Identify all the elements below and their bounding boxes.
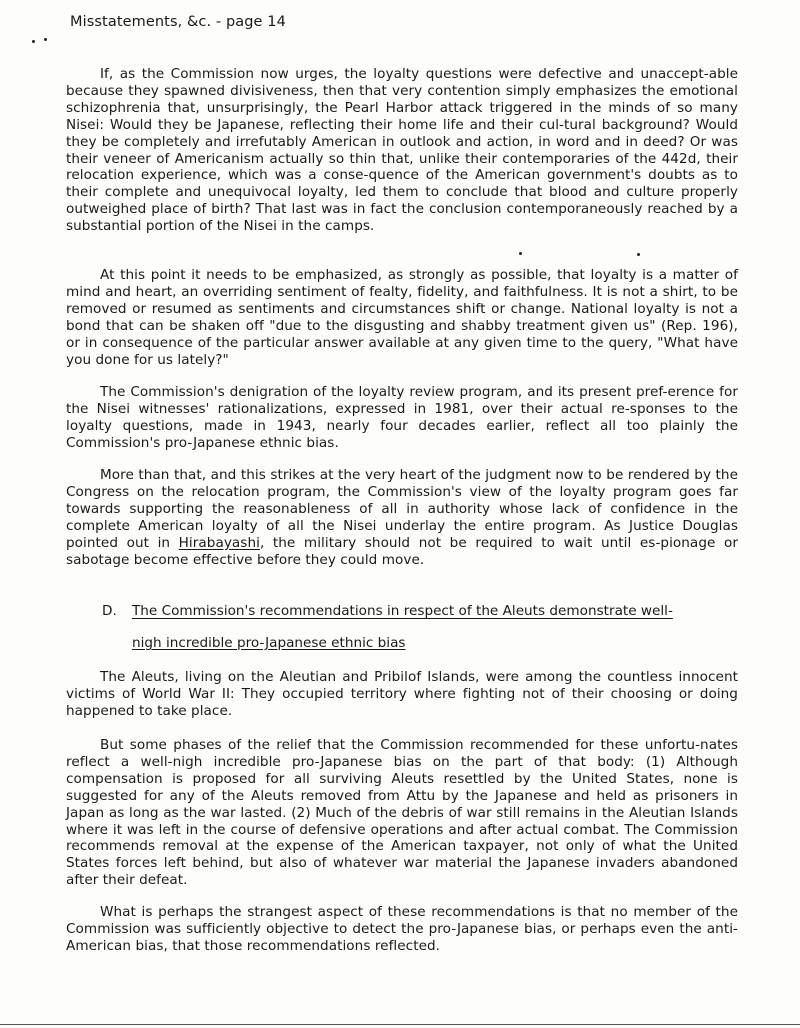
section-title-line-2: nigh incredible pro-Japanese ethnic bias <box>132 635 406 651</box>
paragraph-text: More than that, and this strikes at the very heart of the judgment now to be rendered by the Congress on the relocation program, the Commission's view of the loyalty program goes far towards supporting the reasonableness of all in authority whose lack of confidence in the complete American loyalty of all the Nisei underlay the entire program. As Justice Douglas pointed out in <box>66 467 738 551</box>
scan-speck <box>32 40 35 43</box>
scan-speck <box>637 253 640 256</box>
paragraph-aleuts-victims: The Aleuts, living on the Aleutian and Pribilof Islands, were among the countless innocent victims of World War II: They occupied territory where fighting not of their choosing or doing happened to take place. <box>66 669 738 719</box>
case-name-hirabayashi: Hirabayashi <box>178 534 260 551</box>
paragraph-strangest-aspect: What is perhaps the strangest aspect of these recommendations is that no member of the Commission was sufficiently objective to detect the pro-Japanese bias, or perhaps even the anti-American bias, that those recommendations reflected. <box>66 904 738 954</box>
paragraph-more-than-that <box>66 467 738 568</box>
paragraph-loyalty-definition: At this point it needs to be emphasized, as strongly as possible, that loyalty is a matter of mind and heart, an overriding sentiment of fealty, fidelity, and faithfulness. It is not a shirt, to be removed or resumed as sentiments and circumstances shift or change. National loyalty is not a bond that can be shaken off "due to the disgusting and shabby treatment given us" (Rep. 196), or in consequence of the particular answer available at any given time to the query, "What have you done for us lately?" <box>66 267 738 368</box>
section-title-line-1: The Commission's recommendations in respect of the Aleuts demonstrate well- <box>132 603 673 619</box>
section-letter: D. <box>102 603 117 619</box>
page-header: Misstatements, &c. - page 14 <box>70 14 286 30</box>
paragraph-relief-phases: But some phases of the relief that the Commission recommended for these unfortu-nates reflect a well-nigh incredible pro-Japanese bias on the part of that body: (1) Although compensation is proposed for all surviving Aleuts resettled by the United States, none is suggested for any of the Aleuts removed from Attu by the Japanese and held as prisoners in Japan as long as the war lasted. (2) Much of the debris of war still remains in the Aleutian Islands where it was left in the course of defensive operations and after actual combat. The Commission recommends removal at the expense of the American taxpayer, not only of what the United States forces left behind, but also of whatever war material the Japanese invaders abandoned after their defeat. <box>66 737 738 889</box>
paragraph-commission-denigration: The Commission's denigration of the loyalty review program, and its present pref-erence for the Nisei witnesses' rationalizations, expressed in 1981, over their actual re-sponses to the loyalty questions, made in 1943, nearly four decades earlier, reflect all too plainly the Commission's pro-Japanese ethnic bias. <box>66 384 738 451</box>
section-heading-continued <box>132 635 405 651</box>
section-heading <box>102 603 742 620</box>
scan-speck <box>44 38 47 41</box>
paragraph-text: , the military should not be required to wait until es-pionage or sabotage become effective before they could move. <box>66 534 738 568</box>
paragraph-loyalty-questions: If, as the Commission now urges, the loyalty questions were defective and unaccept-able because they spawned divisiveness, then that very contention simply emphasizes the emotional schizophrenia that, unsurprisingly, the Pearl Harbor attack triggered in the minds of so many Nisei: Would they be Japanese, reflecting their home life and their cul-tural background? Would they be completely and irrefutably American in outlook and action, in word and in deed? Or was their veneer of Americanism actually so thin that, unlike their contemporaries of the 442d, their relocation experience, which was a conse-quence of the American government's doubts as to their complete and unequivocal loyalty, led them to conclude that blood and culture properly outweighed place of birth? That last was in fact the conclusion contemporaneously reached by a substantial portion of the Nisei in the camps. <box>66 66 738 235</box>
page-bottom-edge <box>0 1024 800 1025</box>
scan-speck <box>519 252 522 255</box>
